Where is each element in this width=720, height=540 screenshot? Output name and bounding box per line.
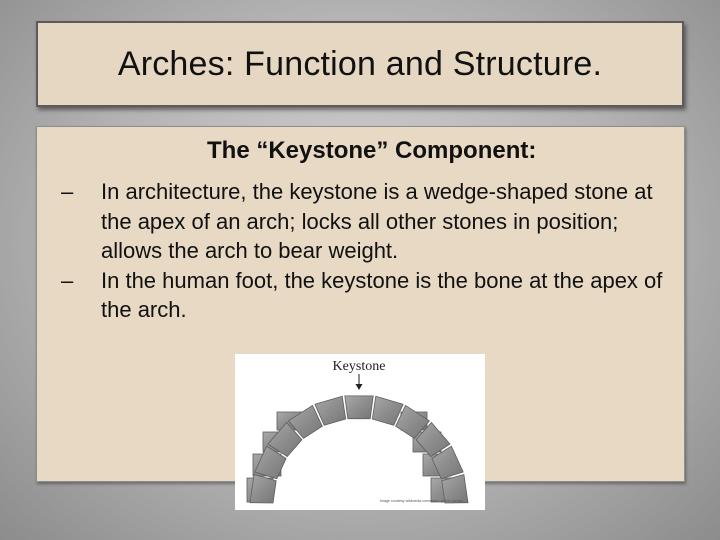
arch-diagram: [235, 354, 485, 510]
keystone-subheading: The “Keystone” Component:: [207, 137, 537, 164]
image-credit: Image courtesy wikimedia commons · public domain: [380, 499, 464, 503]
arch-stones: [247, 396, 468, 503]
bullet-foot: [43, 266, 683, 325]
arrow-head-icon: [356, 384, 363, 390]
bullet-dash: –: [61, 179, 74, 204]
bullet-architecture: [43, 177, 683, 266]
keystone-arch-figure: [235, 354, 485, 510]
bullet-dash: –: [61, 267, 74, 293]
slide-title: Arches: Function and Structure.: [117, 44, 603, 83]
keystone-stone: [345, 396, 373, 419]
title-box: [36, 21, 684, 107]
bullet-text: In the human foot, the keystone is the bone at the apex of the arch.: [101, 267, 663, 322]
bullet-text: In architecture, the keystone is a wedge-shaped stone at the apex of an arch; locks all other stones in position; allows the arch to bear weight.: [101, 179, 653, 263]
bullet-list: [43, 177, 683, 325]
keystone-label: Keystone: [332, 359, 386, 374]
